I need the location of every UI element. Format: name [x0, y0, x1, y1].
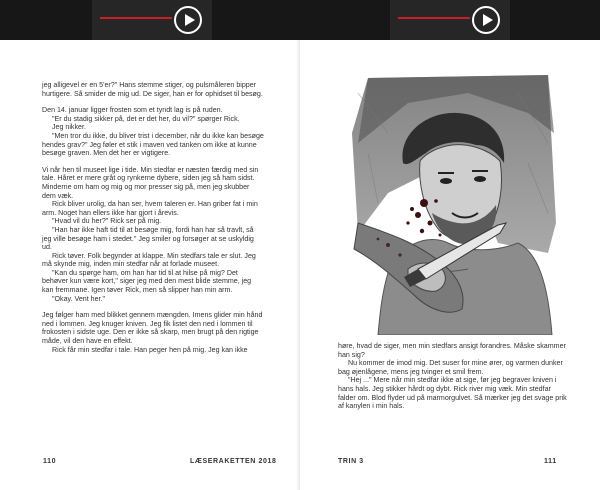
play-icon[interactable]: [174, 6, 202, 34]
paragraph: Den 14. januar ligger frosten som et tyndt lag is på ruden.: [42, 106, 223, 115]
running-title-left: LÆSERAKETTEN 2018: [190, 458, 277, 465]
page-number-left: 110: [43, 458, 57, 465]
play-icon[interactable]: [472, 6, 500, 34]
paragraph: "Men tror du ikke, du bliver trist i december, når du ikke kan besøge hendes grav?" Jeg føler et stik i maven ved tanken om ikke at kunne besøge graven. Men det her er vigtigere.: [42, 131, 264, 158]
paragraph: "Er du stadig sikker på, det er det her, du vil?" spørger Rick.: [52, 114, 240, 123]
paragraph: "Hvad vil du her?" Rick ser på mig.: [52, 217, 162, 226]
right-page-body: [338, 342, 570, 411]
paragraph: Vi når hen til museet lige i tide. Min stedfar er næsten færdig med sin tale. Håret er mere gråt og rynkerne dybere, siden jeg så ham sidst. Minderne om ham og mig og mor presser sig på, men jeg skubber dem væk.: [42, 165, 259, 200]
paragraph: Jeg følger ham med blikket gennem mængden. Imens glider min hånd ned i lommen. Jeg knuger kniven. Jeg fik listet den ned i lommen til frokosten i sidste uge. Den er ikke så skarp, men brugt på den rigtige måde, vil den have en effekt.: [42, 311, 263, 346]
paragraph: "Kan du spørge ham, om han har tid til at hilse på mig? Det behøver kun være kort," siger jeg med den mest blide stemme, jeg kan fremmane. Igen tøver Rick, men så slipper han min arm.: [42, 268, 252, 295]
running-title-right: TRIN 3: [338, 458, 364, 465]
paragraph: "Okay. Vent her.": [52, 294, 106, 303]
paragraph: jeg alligevel er en 5'er?" Hans stemme stiger, og pulsmåleren bipper hurtigere. Så smider de mig ud. De siger, han er for ophidset til besøg.: [42, 81, 263, 98]
right-page: [300, 40, 600, 490]
paragraph: Rick tøver. Folk begynder at klappe. Min stedfars tale er slut. Jeg må skynde mig, inden min stedfar når at forlade museet.: [42, 251, 256, 269]
paragraph: Nu kommer de imod mig. Det suser for mine ører, og varmen dunker bag øjenlågene, mens jeg tvinger et smil frem.: [338, 359, 563, 376]
paragraph: høre, hvad de siger, men min stedfars ansigt forandres. Måske skammer han sig?: [338, 342, 566, 359]
audio-player-right[interactable]: [390, 0, 510, 40]
paragraph: "Han har ikke haft tid til at besøge mig, fordi han har så travlt, så jeg ville besøge ham i stedet." Jeg smiler og forsøger at se uskyldig ud.: [42, 225, 254, 252]
audio-progress-track[interactable]: [100, 17, 172, 19]
paragraph: Jeg nikker.: [52, 123, 86, 132]
illustration-man-with-knife: [348, 73, 560, 335]
paragraph: Rick bliver urolig, da han ser, hvem taleren er. Han griber fat i min arm. Noget han ellers ikke har gjort i årevis.: [42, 200, 258, 217]
left-page-body: [42, 81, 264, 354]
audio-player-left[interactable]: [92, 0, 212, 40]
left-page: [0, 40, 300, 490]
paragraph: Rick får min stedfar i tale. Han peger hen på mig. Jeg kan ikke: [52, 345, 248, 354]
audio-progress-track[interactable]: [398, 17, 470, 19]
top-toolbar: [0, 0, 600, 40]
paragraph: "Hej ..." Mere når min stedfar ikke at sige, før jeg begraver kniven i hans hals. Jeg stikker hårdt og dybt. Rick river mig væk. Min stedfar falder om. Blod flyder ud på marmorgulvet. Så mærker jeg det svage prik af kanylen i min hals.: [338, 376, 567, 411]
page-number-right: 111: [544, 458, 557, 465]
